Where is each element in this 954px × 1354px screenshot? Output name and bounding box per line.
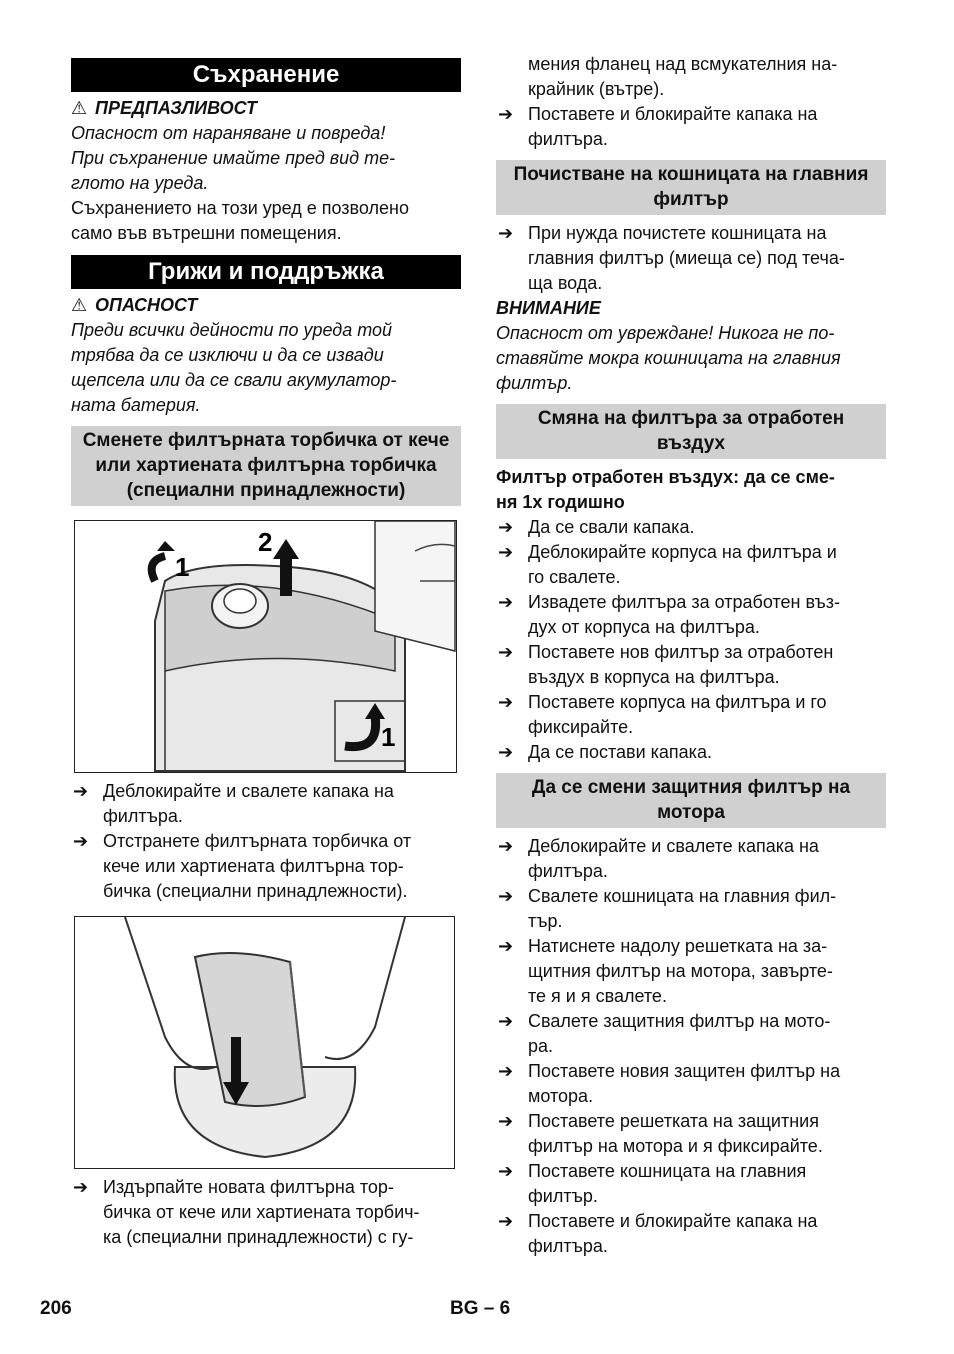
continued-lines	[528, 52, 886, 102]
step-line: филтъра.	[528, 1236, 608, 1256]
figure1-label-1: 1	[175, 552, 190, 582]
text-line: само във вътрешни помещения.	[71, 223, 342, 243]
warning-triangle-icon: ⚠	[71, 295, 88, 315]
danger-label-row	[71, 293, 461, 318]
caution-label: ПРЕДПАЗЛИВОСТ	[95, 98, 257, 118]
step-line: Деблокирайте и свалете капака на	[528, 836, 819, 856]
step-line: Поставете новия защитен филтър на	[528, 1061, 841, 1081]
left-column	[71, 52, 461, 1250]
arrow-right-icon: ➔	[498, 1011, 514, 1031]
step-line: филтъра.	[103, 806, 183, 826]
step-item	[496, 640, 886, 690]
step-line: филтъра.	[528, 861, 608, 881]
step-line: кече или хартиената филтърна тор-	[103, 856, 404, 876]
text-line: трябва да се изключи и да се извади	[71, 345, 384, 365]
step-item	[496, 1109, 886, 1159]
danger-label: ОПАСНОСТ	[95, 295, 198, 315]
text-line: Опасност от увреждане! Никога не по-	[496, 323, 835, 343]
text-line: Опасност от нараняване и повреда!	[71, 123, 386, 143]
step-line: ра.	[528, 1036, 554, 1056]
arrow-right-icon: ➔	[498, 642, 514, 662]
attention-label: ВНИМАНИЕ	[496, 298, 601, 318]
arrow-right-icon: ➔	[498, 104, 514, 124]
heading-motor: Да се смени защитния филтър на мотора	[496, 773, 886, 828]
arrow-right-icon: ➔	[498, 223, 514, 243]
page-number: 206	[40, 1298, 72, 1319]
steps-remove-bag	[71, 779, 461, 904]
text-line: мения фланец над всмукателния на-	[528, 54, 838, 74]
footer-section: BG – 6	[450, 1298, 511, 1319]
continued-item	[496, 52, 886, 102]
heading-bag: Сменете филтърната торбичка от кече или хартиената филтърна торбичка (специални принадлежности)	[71, 426, 461, 506]
step-item	[496, 1159, 886, 1209]
text-line: При съхранение имайте пред вид те-	[71, 148, 396, 168]
step-item	[71, 1175, 461, 1250]
figure1-label-3: 1	[381, 722, 396, 752]
step-item	[496, 834, 886, 884]
arrow-right-icon: ➔	[498, 1211, 514, 1231]
step-line: бичка от кече или хартиената торбич-	[103, 1202, 420, 1222]
step-item	[496, 884, 886, 934]
step-line: Да се постави капака.	[528, 742, 712, 762]
step-line: Да се свали капака.	[528, 517, 695, 537]
step-line: бичка (специални принадлежности).	[103, 881, 408, 901]
arrow-right-icon: ➔	[498, 936, 514, 956]
step-line: тър.	[528, 911, 563, 931]
figure1-label-2: 2	[258, 527, 273, 557]
right-column	[496, 52, 886, 1259]
arrow-right-icon: ➔	[498, 742, 514, 762]
step-item	[71, 779, 461, 829]
arrow-right-icon: ➔	[498, 592, 514, 612]
arrow-right-icon: ➔	[73, 831, 89, 851]
step-line: мотора.	[528, 1086, 594, 1106]
continued-text	[496, 52, 886, 102]
arrow-right-icon: ➔	[498, 1111, 514, 1131]
heading-basket: Почистване на кошницата на главния филтър	[496, 160, 886, 215]
warning-triangle-icon: ⚠	[71, 98, 88, 118]
step-item	[496, 934, 886, 1009]
step-line: Поставете и блокирайте капака на	[528, 1211, 818, 1231]
danger-text	[71, 318, 461, 418]
arrow-right-icon: ➔	[498, 886, 514, 906]
heading-exhaust: Смяна на филтъра за отработен въздух	[496, 404, 886, 459]
step-line: филтър.	[528, 1186, 598, 1206]
text-line: филтър.	[496, 373, 573, 393]
step-line: Поставете корпуса на филтъра и го	[528, 692, 827, 712]
step-item	[496, 740, 886, 765]
attention-text	[496, 321, 886, 396]
figure-filter-cover	[74, 520, 457, 773]
step-line: щитния филтър на мотора, завърте-	[528, 961, 833, 981]
step-line: Деблокирайте корпуса на филтъра и	[528, 542, 837, 562]
steps-lock-cover	[496, 102, 886, 152]
step-line: филтъра.	[528, 129, 608, 149]
step-line: главния филтър (миеща се) под теча-	[528, 248, 845, 268]
text-line: Преди всички дейности по уреда той	[71, 320, 393, 340]
step-line: Отстранете филтърната торбичка от	[103, 831, 412, 851]
step-line: Поставете кошницата на главния	[528, 1161, 807, 1181]
step-line: Свалете защитния филтър на мото-	[528, 1011, 831, 1031]
step-item	[496, 1009, 886, 1059]
step-line: При нужда почистете кошницата на	[528, 223, 827, 243]
arrow-right-icon: ➔	[73, 1177, 89, 1197]
steps-insert-bag	[71, 1175, 461, 1250]
step-item	[496, 221, 886, 296]
step-line: Деблокирайте и свалете капака на	[103, 781, 394, 801]
step-item	[496, 102, 886, 152]
step-line: дух от корпуса на филтъра.	[528, 617, 760, 637]
step-item	[71, 829, 461, 904]
step-line: Извадете филтъра за отработен въз-	[528, 592, 840, 612]
step-line: филтър на мотора и я фиксирайте.	[528, 1136, 823, 1156]
text-line: крайник (вътре).	[528, 79, 665, 99]
steps-exhaust	[496, 515, 886, 765]
step-line: фиксирайте.	[528, 717, 634, 737]
arrow-right-icon: ➔	[498, 1161, 514, 1181]
step-item	[496, 1059, 886, 1109]
text-line: Съхранението на този уред е позволено	[71, 198, 409, 218]
step-line: Издърпайте новата филтърна тор-	[103, 1177, 394, 1197]
arrow-right-icon: ➔	[498, 836, 514, 856]
figure-insert-bag-drawing	[75, 917, 454, 1168]
arrow-right-icon: ➔	[498, 542, 514, 562]
arrow-right-icon: ➔	[498, 692, 514, 712]
step-line: Свалете кошницата на главния фил-	[528, 886, 837, 906]
step-line: ща вода.	[528, 273, 603, 293]
step-line: въздух в корпуса на филтъра.	[528, 667, 780, 687]
text-line: ната батерия.	[71, 395, 201, 415]
caution-label-row	[71, 96, 461, 121]
step-item	[496, 690, 886, 740]
steps-motor	[496, 834, 886, 1259]
step-item	[496, 515, 886, 540]
heading-storage: Съхранение	[71, 58, 461, 92]
step-line: ка (специални принадлежности) с гу-	[103, 1227, 414, 1247]
figure-filter-cover-drawing	[75, 521, 456, 772]
text-line: ставяйте мокра кошницата на главния	[496, 348, 841, 368]
caution-text	[71, 121, 461, 196]
text-line: Филтър отработен въздух: да се сме-	[496, 467, 835, 487]
arrow-right-icon: ➔	[498, 1061, 514, 1081]
text-line: ня 1х годишно	[496, 492, 625, 512]
step-item	[496, 540, 886, 590]
step-line: го свалете.	[528, 567, 621, 587]
arrow-right-icon: ➔	[73, 781, 89, 801]
figure-insert-bag	[74, 916, 455, 1169]
heading-care: Грижи и поддръжка	[71, 255, 461, 289]
steps-basket	[496, 221, 886, 296]
step-item	[496, 590, 886, 640]
step-line: те я и я свалете.	[528, 986, 667, 1006]
text-line: щепсела или да се свали акумулатор-	[71, 370, 397, 390]
storage-text	[71, 196, 461, 246]
step-line: Поставете и блокирайте капака на	[528, 104, 818, 124]
text-line: глото на уреда.	[71, 173, 209, 193]
arrow-right-icon: ➔	[498, 517, 514, 537]
step-line: Поставете решетката на защитния	[528, 1111, 819, 1131]
exhaust-note	[496, 465, 886, 515]
step-line: Натиснете надолу решетката на за-	[528, 936, 828, 956]
step-line: Поставете нов филтър за отработен	[528, 642, 834, 662]
step-item	[496, 1209, 886, 1259]
